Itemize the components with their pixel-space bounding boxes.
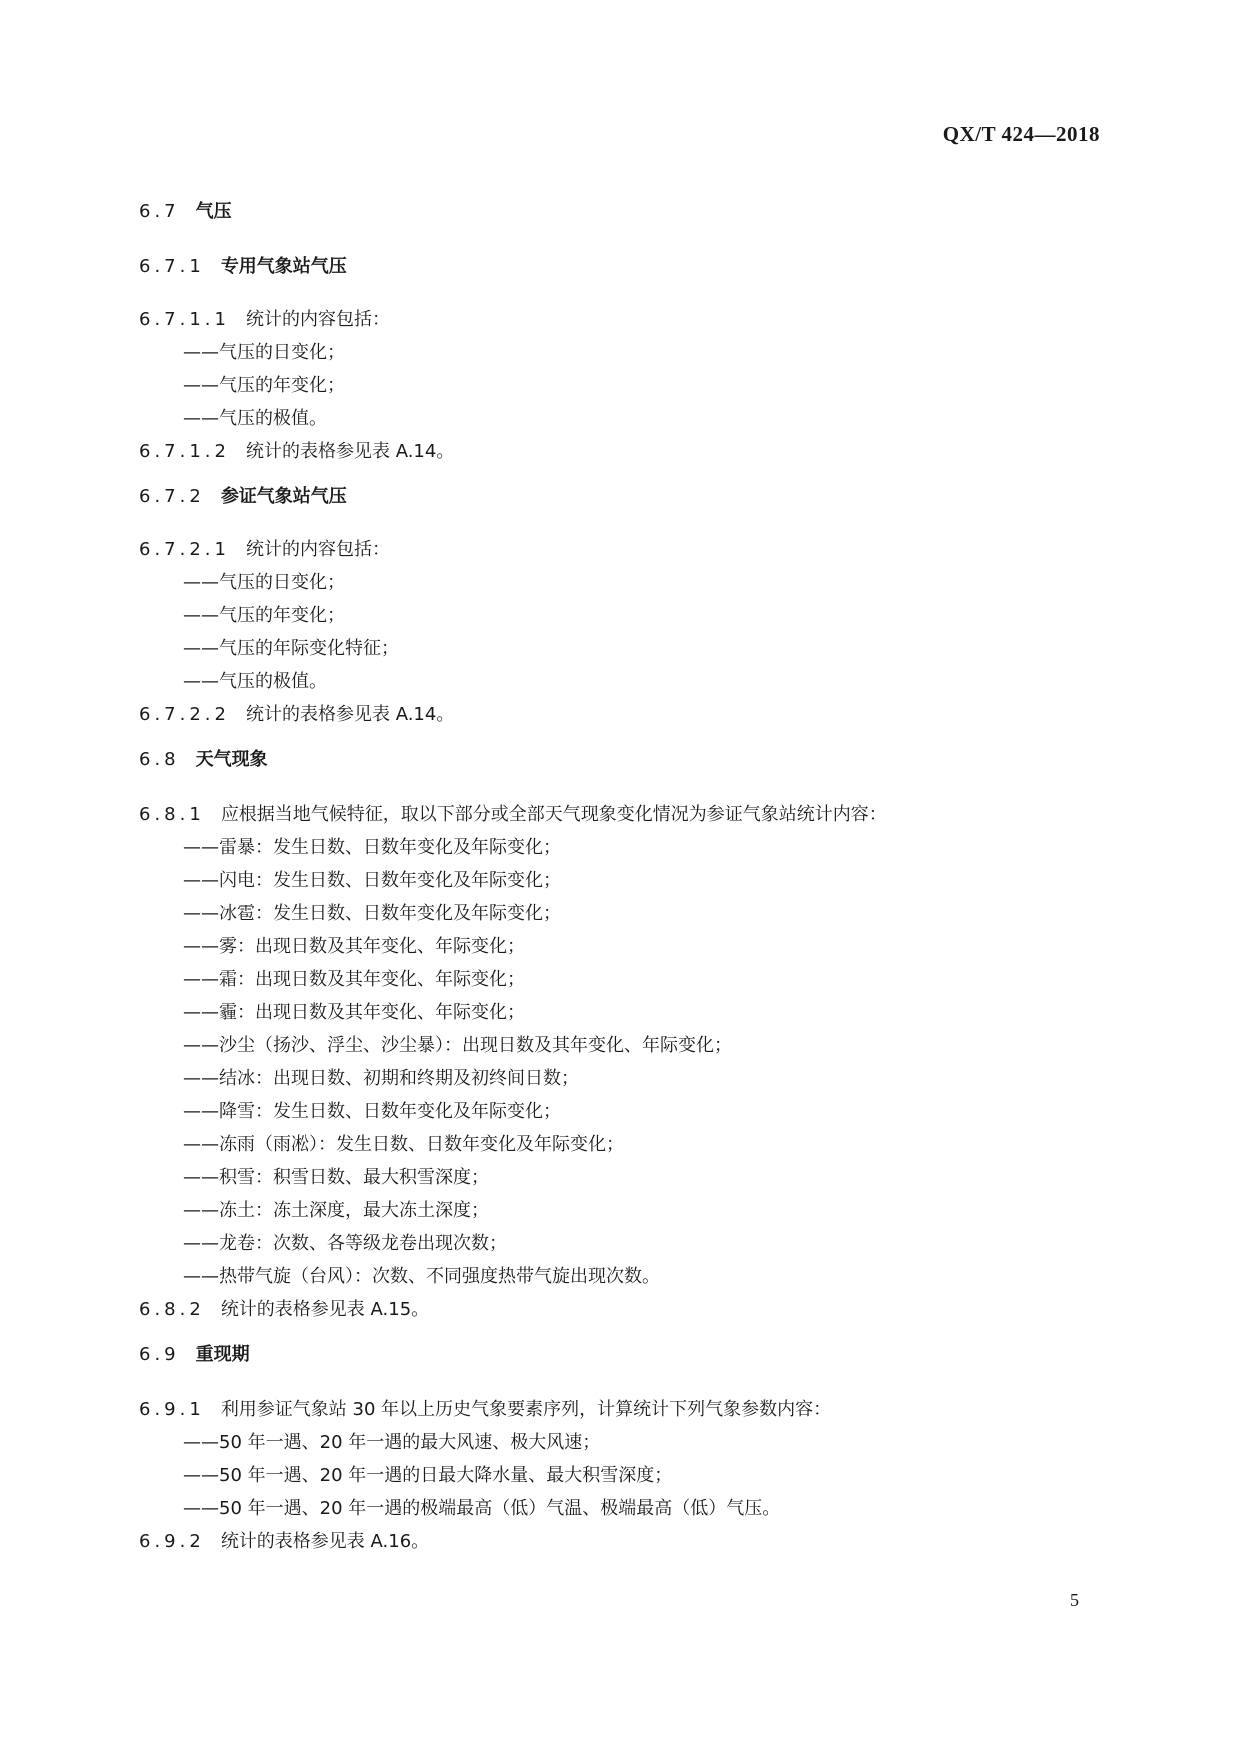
clause-text: 应根据当地气候特征，取以下部分或全部天气现象变化情况为参证气象站统计内容：: [220, 804, 887, 825]
clause-text: 统计的表格参见表 A.14。: [245, 441, 455, 462]
clause-text: 统计的表格参见表 A.15。: [220, 1299, 430, 1320]
clause-number: 6.7.1.1: [139, 309, 230, 330]
clause-paragraph: [139, 533, 1099, 566]
section-number: 6.8: [139, 749, 180, 770]
section-title: 重现期: [195, 1344, 250, 1365]
list-item: ——冻雨（雨凇）：发生日数、日数年变化及年际变化；: [183, 1134, 624, 1155]
clause-text: 统计的内容包括：: [245, 309, 390, 330]
spacer: [139, 731, 1099, 743]
section-heading: [139, 195, 1099, 228]
list-item: ——气压的年变化；: [183, 605, 345, 626]
spacer: [139, 1326, 1099, 1338]
list-item: ——积雪：积雪日数、最大积雪深度；: [183, 1167, 489, 1188]
section-heading: [139, 743, 1099, 776]
clause-number: 6.8.2: [139, 1299, 205, 1320]
list-item: ——50 年一遇、20 年一遇的最大风速、极大风速；: [183, 1432, 601, 1453]
clause-text: 统计的表格参见表 A.14。: [245, 704, 455, 725]
list-item: ——沙尘（扬沙、浮尘、沙尘暴）：出现日数及其年变化、年际变化；: [183, 1035, 732, 1056]
document-body: [139, 195, 1099, 1558]
section-title: 天气现象: [195, 749, 268, 770]
list-item: ——气压的日变化；: [183, 342, 345, 363]
clause-paragraph: [139, 435, 1099, 468]
list-item: ——50 年一遇、20 年一遇的极端最高（低）气温、极端最高（低）气压。: [183, 1498, 781, 1519]
page-number: 5: [1070, 1590, 1079, 1610]
clause-number: 6.7.1.2: [139, 441, 230, 462]
list-item: ——冰雹：发生日数、日数年变化及年际变化；: [183, 903, 561, 924]
list-item: ——热带气旋（台风）：次数、不同强度热带气旋出现次数。: [183, 1266, 660, 1287]
clause-number: 6.9.1: [139, 1399, 205, 1420]
list-item: ——雾：出现日数及其年变化、年际变化；: [183, 936, 525, 957]
list-item: ——霾：出现日数及其年变化、年际变化；: [183, 1002, 525, 1023]
list-item: ——气压的年变化；: [183, 375, 345, 396]
clause-paragraph: [139, 798, 1099, 831]
clause-paragraph: [139, 698, 1099, 731]
section-number: 6.7.1: [139, 256, 205, 277]
section-number: 6.7.2: [139, 486, 205, 507]
section-title: 气压: [195, 201, 232, 222]
list-item: ——雷暴：发生日数、日数年变化及年际变化；: [183, 837, 561, 858]
list-item: ——50 年一遇、20 年一遇的日最大降水量、最大积雪深度；: [183, 1465, 673, 1486]
list-item: ——降雪：发生日数、日数年变化及年际变化；: [183, 1101, 561, 1122]
section-number: 6.9: [139, 1344, 180, 1365]
section-title: 专用气象站气压: [220, 256, 347, 277]
clause-number: 6.7.2.2: [139, 704, 230, 725]
list-item: ——气压的极值。: [183, 671, 327, 692]
list-item: ——闪电：发生日数、日数年变化及年际变化；: [183, 870, 561, 891]
section-heading: [139, 480, 1099, 513]
clause-number: 6.8.1: [139, 804, 205, 825]
section-number: 6.7: [139, 201, 180, 222]
list-item: ——龙卷：次数、各等级龙卷出现次数；: [183, 1233, 507, 1254]
list-item: ——结冰：出现日数、初期和终期及初终间日数；: [183, 1068, 579, 1089]
spacer: [139, 468, 1099, 480]
clause-paragraph: [139, 1293, 1099, 1326]
list-item: ——霜：出现日数及其年变化、年际变化；: [183, 969, 525, 990]
clause-paragraph: [139, 303, 1099, 336]
clause-number: 6.9.2: [139, 1531, 205, 1552]
section-heading: [139, 1338, 1099, 1371]
standard-code: QX/T 424—2018: [942, 122, 1100, 146]
clause-paragraph: [139, 1393, 1099, 1426]
clause-text: 统计的内容包括：: [245, 539, 390, 560]
clause-number: 6.7.2.1: [139, 539, 230, 560]
clause-paragraph: [139, 1525, 1099, 1558]
list-item: ——气压的年际变化特征；: [183, 638, 399, 659]
section-heading: [139, 250, 1099, 283]
list-item: ——冻土：冻土深度，最大冻土深度；: [183, 1200, 489, 1221]
clause-text: 统计的表格参见表 A.16。: [220, 1531, 430, 1552]
list-item: ——气压的极值。: [183, 408, 327, 429]
section-title: 参证气象站气压: [220, 486, 347, 507]
list-item: ——气压的日变化；: [183, 572, 345, 593]
clause-text: 利用参证气象站 30 年以上历史气象要素序列，计算统计下列气象参数内容：: [220, 1399, 832, 1420]
